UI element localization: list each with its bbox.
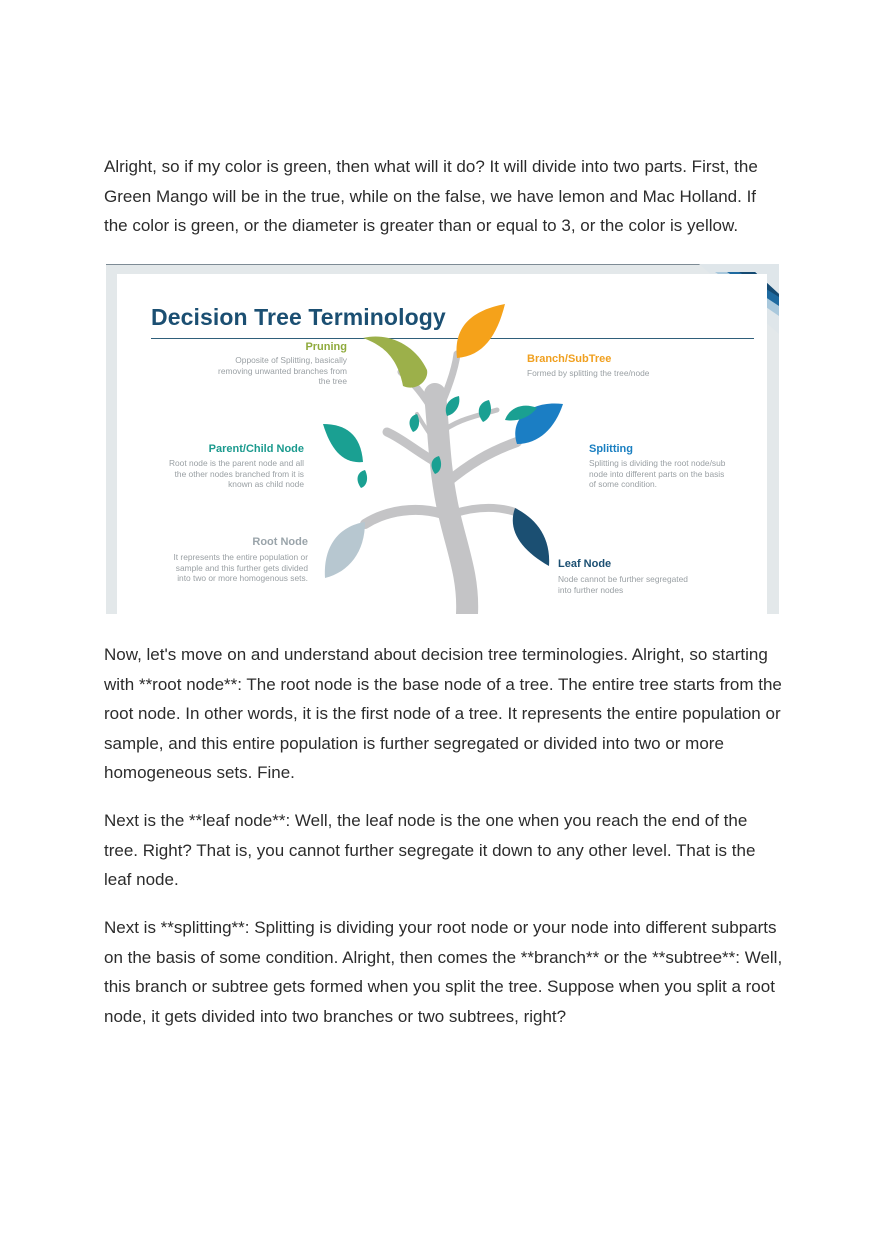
desc-pruning: Opposite of Splitting, basically removing unwanted branches from the tree	[218, 355, 347, 387]
branch-right-mid	[445, 442, 517, 484]
term-leaf-node: Leaf Node	[558, 558, 612, 570]
leaf-teal-far	[479, 400, 491, 422]
decision-tree-slide	[106, 264, 779, 614]
leaf-navy	[513, 508, 549, 566]
desc-splitting: Splitting is dividing the root node/sub node into different parts on the basis of some condition.	[589, 458, 726, 490]
slide-content	[117, 274, 767, 614]
desc-root-node: It represents the entire population or sample and this further gets divided into two or more homogenous sets.	[173, 552, 308, 584]
paragraph-root-node: Now, let's move on and understand about decision tree terminologies. Alright, so starting with **root node**: The root node is the base node of a tree. The entire tree starts from the root node. In other words, it is the first node of a tree. It represents the entire population or sample, and this entire population is further segregated or divided into two or more homogeneous sets. Fine.	[104, 645, 782, 783]
leaf-teal-large	[323, 424, 363, 462]
slide-top-border	[106, 264, 779, 265]
branch-right-low	[452, 508, 515, 514]
paragraph-leaf-node: Next is the **leaf node**: Well, the leaf node is the one when you reach the end of the tree. Right? That is, you cannot further segregate it down to any other level. That is the leaf node.	[104, 811, 756, 890]
term-branch-subtree: Branch/SubTree	[527, 353, 612, 365]
term-root-node: Root Node	[252, 536, 308, 548]
term-splitting: Splitting	[589, 443, 633, 455]
leaf-teal-small-4	[358, 470, 368, 488]
paragraph-splitting: Next is **splitting**: Splitting is dividing your root node or your node into different subparts on the basis of some condition. Alright, then comes the **branch** or the **subtree**: Well, this branch or subtree gets formed when you split the tree. Suppose when you split a root node, it gets divided into two branches or two subtrees, right?	[104, 918, 783, 1026]
leaf-green	[363, 336, 427, 387]
desc-leaf-node: Node cannot be further segregated into further nodes	[558, 574, 688, 595]
desc-branch-subtree: Formed by splitting the tree/node	[527, 368, 650, 378]
leaf-orange	[456, 304, 505, 358]
branch-left-low	[365, 510, 443, 524]
term-pruning: Pruning	[305, 341, 347, 353]
leaf-teal-small-1	[446, 396, 460, 416]
leaf-teal-small-2	[410, 414, 420, 432]
leaf-grey	[325, 522, 365, 578]
desc-parent-child-node: Root node is the parent node and all the other nodes branched from it is known as child node	[168, 458, 304, 490]
paragraph-intro: Alright, so if my color is green, then what will it do? It will divide into two parts. First, the Green Mango will be in the true, while on the false, we have lemon and Mac Holland. If the color is green, or the diameter is greater than or equal to 3, or the color is yellow.	[104, 157, 758, 236]
term-parent-child-node: Parent/Child Node	[208, 443, 304, 455]
slide-title: Decision Tree Terminology	[151, 304, 446, 330]
